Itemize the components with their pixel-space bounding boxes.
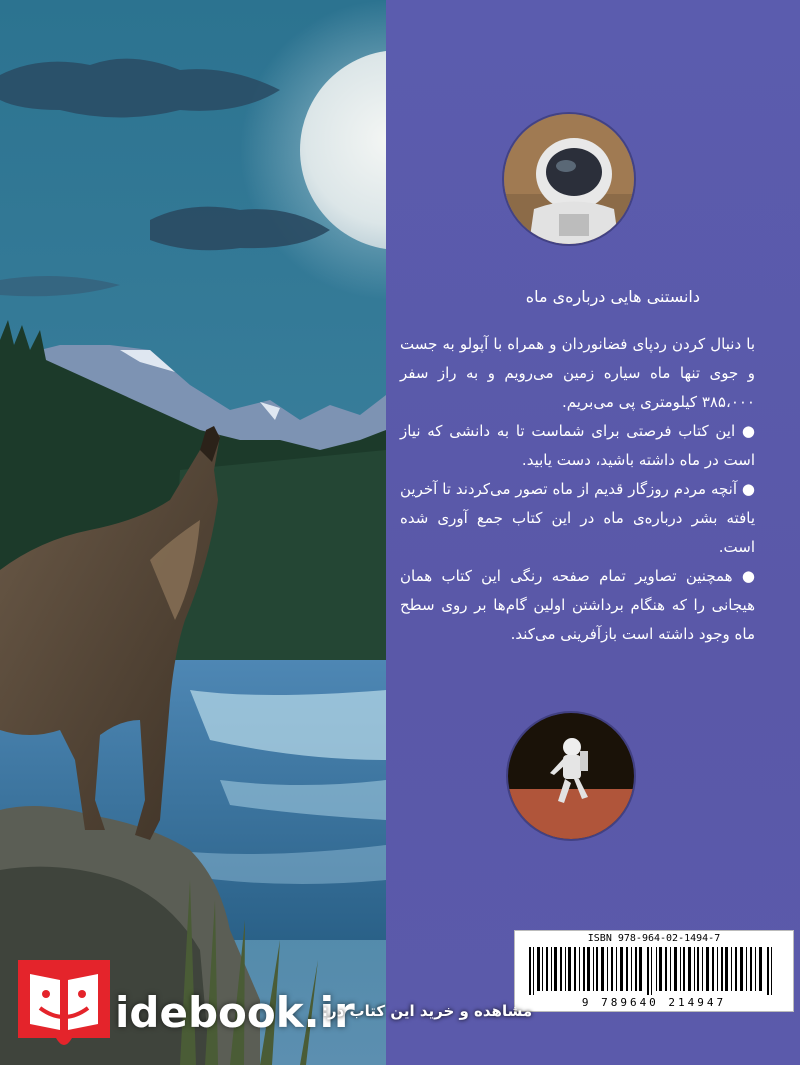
isbn-text: ISBN 978-964-02-1494-7 bbox=[587, 933, 721, 944]
heading: دانستنی هایی درباره‌ی ماه bbox=[525, 287, 700, 306]
barcode-number: 9 789640 214947 bbox=[581, 996, 727, 1009]
bullet-paragraph-3: ● همچنین تصاویر تمام صفحه رنگی این کتاب همان هیجانی را که هنگام برداشتن اولین گام‌ها بر روی سطح ماه وجود داشته است بازآفرینی می‌کند. bbox=[400, 567, 755, 643]
bullet-paragraph-2: ● آنچه مردم روزگار قدیم از ماه تصور می‌کردند تا آخرین یافته بشر درباره‌ی ماه در این کتاب جمع آوری شده است. bbox=[400, 480, 755, 556]
intro-paragraph: با دنبال کردن ردپای فضانوردان و همراه با آپولو به جست و جوی تنها ماه سیاره زمین می‌رویم و به راز سفر ۳۸۵،۰۰۰ کیلومتری پی می‌بریم. bbox=[400, 335, 755, 411]
cover-painting bbox=[0, 0, 386, 1065]
watermark-caption: مشاهده و خرید این کتاب در: bbox=[322, 1002, 533, 1020]
astronaut-walking-illustration bbox=[508, 713, 634, 839]
book-smile-logo-icon bbox=[10, 952, 118, 1060]
bullet-paragraph-1: ● این کتاب فرصتی برای شماست تا به دانشی که نیاز است در ماه داشته باشید، دست یابید. bbox=[400, 422, 755, 469]
astronaut-helmet-illustration bbox=[504, 114, 634, 244]
description-text bbox=[400, 330, 755, 649]
watermark-site[interactable]: idebook.ir bbox=[115, 988, 355, 1037]
watermark-banner bbox=[0, 950, 800, 1065]
